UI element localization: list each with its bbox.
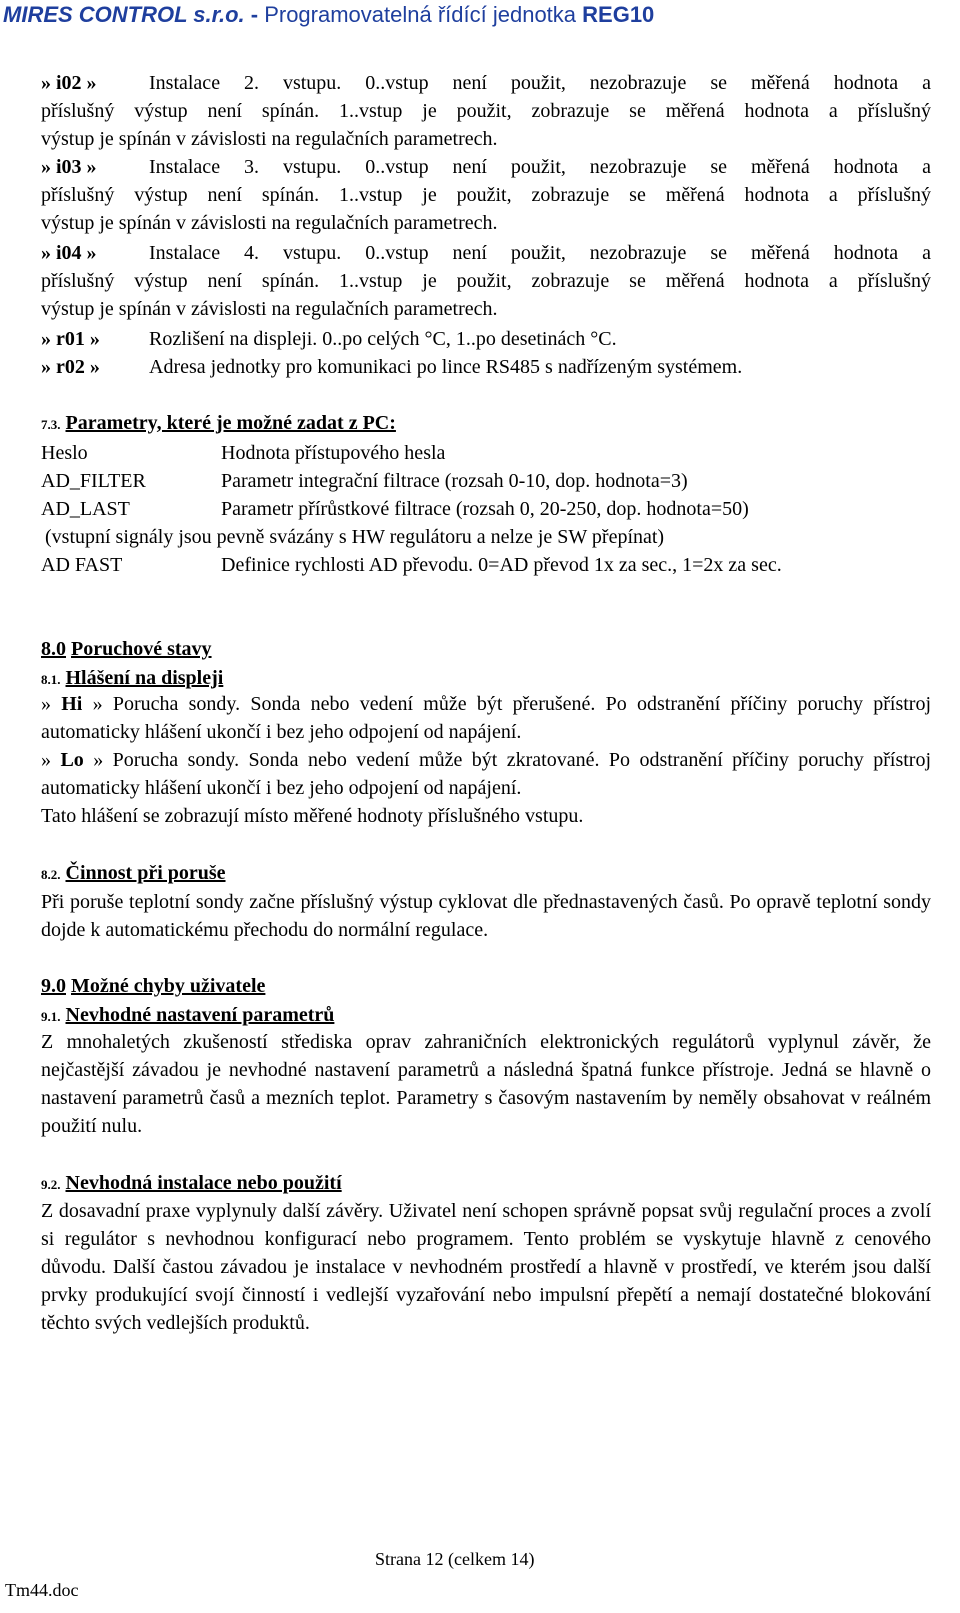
- chapter-number: 8.0: [41, 638, 66, 660]
- param-key: » i03 »: [41, 156, 97, 178]
- pc-param-name: Heslo: [41, 442, 88, 464]
- chapter-number: 9.0: [41, 975, 66, 997]
- section-number: 9.1.: [41, 1009, 61, 1024]
- paragraph-text: » Porucha sondy. Sonda nebo vedení může být zkratované. Po odstranění příčiny poruchy přístroj automaticky hlášení ukončí i bez jeho odpojení od napájení.: [41, 749, 932, 799]
- company-name: MIRES CONTROL s.r.o.: [3, 2, 245, 27]
- section-heading: [41, 409, 396, 439]
- header-separator: -: [244, 2, 265, 27]
- paragraph: Při poruše teplotní sondy začne příslušný výstup cyklovat dle přednastavených časů. Po opravě teplotní sondy dojde k automatickému přechodu do normální regulace.: [41, 891, 931, 941]
- section-title: Hlášení na displeji: [65, 667, 224, 689]
- chapter-heading: [41, 972, 265, 1000]
- file-name: Tm44.doc: [5, 1580, 79, 1600]
- header-title: Programovatelná řídící jednotka: [264, 2, 583, 27]
- param-key: » i02 »: [41, 72, 97, 94]
- pc-param-desc: Hodnota přístupového hesla: [221, 442, 446, 464]
- display-code: Hi: [61, 693, 83, 715]
- param-key: » r02 »: [41, 356, 100, 378]
- section-title: Nevhodná instalace nebo použití: [65, 1172, 342, 1194]
- section-heading: [41, 1169, 342, 1199]
- chapter-title: Možné chyby uživatele: [71, 975, 266, 997]
- paragraph: Z mnohaletých zkušeností střediska oprav zahraničních elektronických regulátorů vyplynul závěr, že nejčastější závadou je nevhodné nastavení parametrů a následná špatná funkce přístroje. Jedná se hlavně o nastavení parametrů časů a mezních teplot. Parametry s časovým nastavením by neměly obsahovat v reálném použití nulu.: [41, 1031, 931, 1137]
- section-title: Nevhodné nastavení parametrů: [65, 1004, 335, 1026]
- paragraph: [41, 690, 931, 746]
- param-line: příslušný výstup není spínán. 1..vstup je použit, zobrazuje se měřená hodnota a příslušný: [41, 100, 931, 122]
- param-line: výstup je spínán v závislosti na regulačních parametrech.: [41, 298, 498, 320]
- pc-param-name: AD FAST: [41, 554, 123, 576]
- section-title: Parametry, které je možné zadat z PC:: [65, 412, 396, 434]
- paragraph: Tato hlášení se zobrazují místo měřené hodnoty příslušného vstupu.: [41, 805, 584, 827]
- pc-param-desc: Parametr integrační filtrace (rozsah 0-10, dop. hodnota=3): [221, 470, 688, 492]
- param-line: výstup je spínán v závislosti na regulačních parametrech.: [41, 212, 498, 234]
- chapter-heading: [41, 635, 212, 663]
- paragraph: Z dosavadní praxe vyplynuly další závěry. Uživatel není schopen správně popsat svůj regulační proces a zvolí si regulátor s nevhodnou konfigurací nebo programem. Tento problém se vyskytuje hlavně z cenového důvodu. Další častou závadou je instalace v nevhodném prostředí a hlavně v prostředí, ve kterém jsou další prvky produkující svojí činností i vedlejší vyzařování nebo impulsní přepětí a nemají dostatečné blokování těchto svých vedlejších produktů.: [41, 1200, 931, 1334]
- header-model: REG10: [582, 2, 655, 27]
- param-line: příslušný výstup není spínán. 1..vstup je použit, zobrazuje se měřená hodnota a příslušný: [41, 270, 931, 292]
- param-line: Rozlišení na displeji. 0..po celých °C, 1..po desetinách °C.: [149, 328, 617, 350]
- param-line: výstup je spínán v závislosti na regulačních parametrech.: [41, 128, 498, 150]
- pc-param-name: AD_LAST: [41, 498, 130, 520]
- paragraph-text: » Porucha sondy. Sonda nebo vedení může být přerušené. Po odstranění příčiny poruchy přístroj automaticky hlášení ukončí i bez jeho odpojení od napájení.: [41, 693, 931, 743]
- pc-param-note: (vstupní signály jsou pevně svázány s HW regulátoru a nelze je SW přepínat): [45, 526, 665, 548]
- param-line: Instalace 2. vstupu. 0..vstup není použit, nezobrazuje se měřená hodnota a: [149, 72, 931, 94]
- pc-param-desc: Definice rychlosti AD převodu. 0=AD převod 1x za sec., 1=2x za sec.: [221, 554, 782, 576]
- bullet-prefix: »: [41, 693, 62, 715]
- pc-param-name: AD_FILTER: [41, 470, 146, 492]
- page-header: [3, 0, 654, 33]
- section-number: 9.2.: [41, 1177, 61, 1192]
- param-line: Instalace 4. vstupu. 0..vstup není použit, nezobrazuje se měřená hodnota a: [149, 242, 931, 264]
- display-code: Lo: [60, 749, 84, 771]
- paragraph: [41, 746, 931, 802]
- section-heading: [41, 859, 226, 889]
- section-number: 8.2.: [41, 867, 61, 882]
- bullet-prefix: »: [41, 749, 61, 771]
- param-line: Instalace 3. vstupu. 0..vstup není použit, nezobrazuje se měřená hodnota a: [149, 156, 931, 178]
- param-line: příslušný výstup není spínán. 1..vstup je použit, zobrazuje se měřená hodnota a příslušný: [41, 184, 931, 206]
- chapter-title: Poruchové stavy: [71, 638, 212, 660]
- section-number: 7.3.: [41, 417, 61, 432]
- param-key: » r01 »: [41, 328, 100, 350]
- section-number: 8.1.: [41, 672, 61, 687]
- pc-param-desc: Parametr přírůstkové filtrace (rozsah 0, 20-250, dop. hodnota=50): [221, 498, 749, 520]
- param-key: » i04 »: [41, 242, 97, 264]
- param-line: Adresa jednotky pro komunikaci po lince RS485 s nadřízeným systémem.: [149, 356, 743, 378]
- page-number: Strana 12 (celkem 14): [375, 1549, 535, 1569]
- section-title: Činnost při poruše: [65, 862, 226, 884]
- section-heading: [41, 1001, 334, 1031]
